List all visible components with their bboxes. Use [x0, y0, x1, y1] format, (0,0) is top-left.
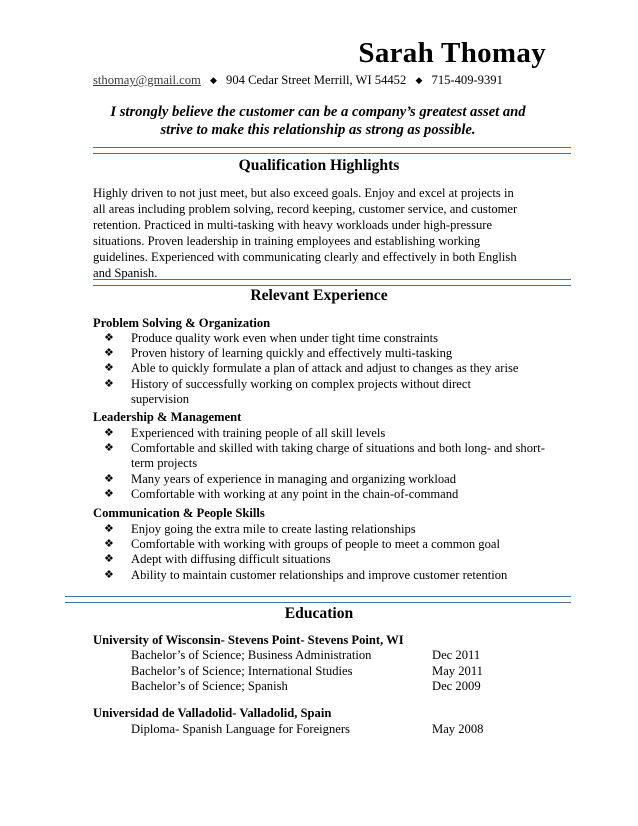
- paragraph-line: retention. Practiced in multi-tasking with heavy workloads under high-pressure: [93, 218, 493, 233]
- diamond-bullet-icon: ❖: [104, 442, 114, 455]
- diamond-bullet-icon: ❖: [104, 472, 114, 485]
- section-divider: [93, 147, 571, 154]
- separator-diamond-icon: ◆: [209, 75, 217, 85]
- experience-list: [104, 522, 544, 583]
- diamond-bullet-icon: ❖: [104, 487, 114, 500]
- list-item: ❖ Comfortable and skilled with taking charge of situations and both long- and short-term projects: [104, 441, 545, 471]
- degree-date: Dec 2011: [432, 648, 481, 662]
- experience-group-title: Communication & People Skills: [93, 506, 265, 520]
- diamond-bullet-icon: ❖: [104, 332, 114, 344]
- degree-date: May 2011: [432, 664, 483, 678]
- degree-date: May 2008: [432, 722, 484, 736]
- list-item: ❖ Comfortable with working at any point in the chain-of-command: [104, 486, 459, 501]
- section-divider: [93, 279, 571, 286]
- list-item: ❖ Produce quality work even when under tight time constraints: [104, 331, 439, 345]
- list-item: ❖ Experienced with training people of all skill levels: [104, 426, 386, 440]
- objective-line: strive to make this relationship as strong as possible.: [160, 122, 476, 138]
- degree-text: Bachelor’s of Science; International Studies: [131, 664, 353, 678]
- objective-statement: [93, 103, 543, 139]
- diamond-bullet-icon: ❖: [104, 538, 114, 551]
- degree-date: Dec 2009: [432, 679, 481, 693]
- qualifications-paragraph: [93, 185, 545, 282]
- list-item: ❖ Proven history of learning quickly and effectively multi-tasking: [104, 346, 453, 361]
- paragraph-line: guidelines. Experienced with communicating clearly and effectively in both English: [93, 250, 517, 265]
- list-item: ❖ Ability to maintain customer relationships and improve customer retention: [104, 567, 508, 582]
- diamond-bullet-icon: ❖: [104, 427, 114, 439]
- paragraph-line: Highly driven to not just meet, but also exceed goals. Enjoy and excel at projects in: [93, 186, 514, 200]
- diamond-bullet-icon: ❖: [104, 362, 114, 375]
- experience-list: [104, 331, 544, 407]
- separator-diamond-icon: ◆: [415, 75, 423, 85]
- objective-line: I strongly believe the customer can be a company’s greatest asset and: [110, 104, 526, 120]
- qualifications-heading: Qualification Highlights: [238, 157, 400, 174]
- diamond-bullet-icon: ❖: [104, 553, 114, 566]
- list-item: ❖ Enjoy going the extra mile to create lasting relationships: [104, 522, 416, 536]
- email-link[interactable]: sthomay@gmail.com: [93, 73, 201, 87]
- address-text: 904 Cedar Street Merrill, WI 54452: [226, 73, 407, 87]
- list-item: ❖ Comfortable with working with groups of people to meet a common goal: [104, 537, 500, 552]
- section-divider: [65, 596, 571, 603]
- degree-text: Diploma- Spanish Language for Foreigners: [131, 722, 350, 736]
- diamond-bullet-icon: ❖: [104, 347, 114, 360]
- paragraph-line: situations. Proven leadership in training employees and establishing working: [93, 234, 481, 249]
- list-item: ❖ Many years of experience in managing and organizing workload: [104, 471, 456, 486]
- phone-text: 715-409-9391: [431, 73, 503, 87]
- school-name: University of Wisconsin- Stevens Point- Stevens Point, WI: [93, 633, 404, 647]
- experience-group-title: Problem Solving & Organization: [93, 316, 271, 330]
- list-item: ❖ Able to quickly formulate a plan of attack and adjust to changes as they arise: [104, 361, 519, 376]
- diamond-bullet-icon: ❖: [104, 377, 114, 390]
- diamond-bullet-icon: ❖: [104, 568, 114, 581]
- paragraph-line: and Spanish.: [93, 266, 158, 281]
- experience-group-title: Leadership & Management: [93, 410, 242, 424]
- experience-list: [104, 426, 544, 502]
- paragraph-line: all areas including problem solving, record keeping, customer service, and customer: [93, 202, 518, 217]
- list-item: ❖ Adept with diffusing difficult situations: [104, 552, 331, 567]
- contact-line: [93, 73, 503, 88]
- degree-text: Bachelor’s of Science; Business Administration: [131, 648, 372, 662]
- degree-text: Bachelor’s of Science; Spanish: [131, 679, 288, 693]
- school-name: Universidad de Valladolid- Valladolid, Spain: [93, 706, 332, 720]
- education-heading: Education: [284, 605, 354, 622]
- applicant-name: Sarah Thomay: [358, 37, 546, 69]
- experience-heading: Relevant Experience: [250, 287, 388, 304]
- diamond-bullet-icon: ❖: [104, 523, 114, 535]
- list-item: ❖ History of successfully working on complex projects without direct supervision: [104, 376, 471, 406]
